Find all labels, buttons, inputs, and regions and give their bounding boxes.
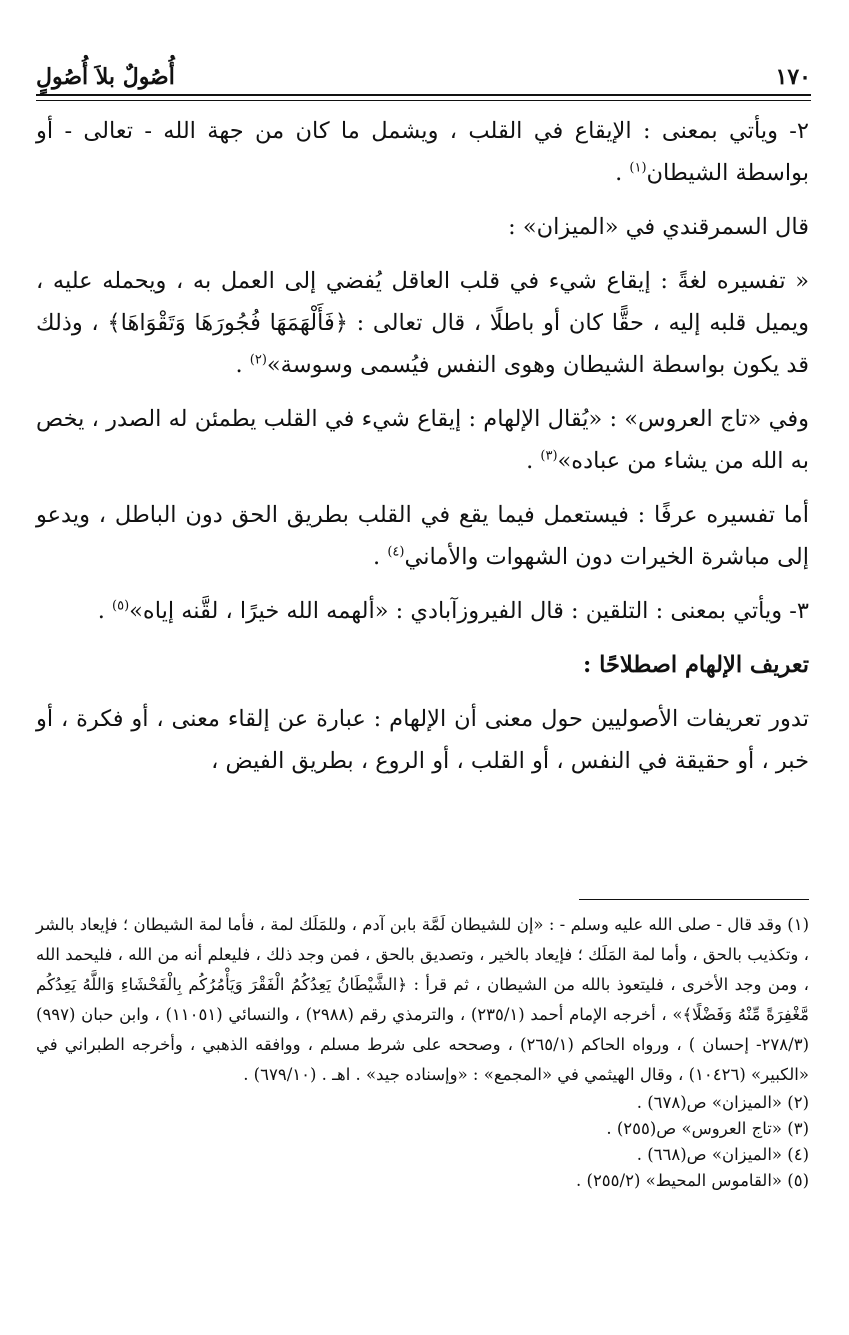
footnote-ref: (٤): [387, 544, 405, 560]
paragraph-samarqandi: قال السمرقندي في «الميزان» :: [508, 214, 809, 240]
footnote-ref: (٥): [112, 598, 130, 614]
footnote-5: (٥) «القاموس المحيط» (٢٥٥/٢) .: [576, 1171, 809, 1190]
footnote-ref: (١): [629, 160, 647, 176]
main-text: [36, 110, 809, 794]
footnote-ref: (٢): [249, 352, 267, 368]
footnote-ref: (٣): [540, 448, 558, 464]
footnote-separator: [579, 899, 809, 900]
footnote-3: (٣) «تاج العروس» ص(٢٥٥) .: [606, 1119, 809, 1138]
section-heading: تعريف الإلهام اصطلاحًا :: [583, 652, 809, 678]
paragraph-quote-mizan: « تفسيره لغةً : إيقاع شيء في قلب العاقل يُفضي إلى العمل به ، ويحمله عليه ، ويميل قلبه إليه ، حقًّا كان أو باطلًا ، قال تعالى : ﴿فَأَلْهَمَهَا فُجُورَهَا وَتَقْوَاهَا﴾ ، وذلك قد يكون بواسطة الشيطان وهوى النفس فيُسمى وسوسة»$^{(٢)}$ .: [36, 268, 809, 378]
paragraph-meaning-2: ٢- ويأتي بمعنى : الإيقاع في القلب ، ويشمل ما كان من جهة الله - تعالى - أو بواسطة الشيطان$^{(١)}$ .: [36, 118, 809, 186]
running-title: أُصُولٌ بلاَ أُصُولٍ: [36, 64, 175, 90]
footnote-2: (٢) «الميزان» ص(٦٧٨) .: [636, 1093, 809, 1112]
header-rule-thick: [36, 94, 811, 96]
footnote-4: (٤) «الميزان» ص(٦٦٨) .: [636, 1145, 809, 1164]
paragraph-meaning-3: ٣- ويأتي بمعنى : التلقين : قال الفيروزآبادي : «ألهمه الله خيرًا ، لقَّنه إياه»$^{(٥)}$ .: [97, 598, 809, 624]
page-number: ١٧٠: [775, 64, 811, 90]
paragraph-taj-al-arus: وفي «تاج العروس» : «يُقال الإلهام : إيقاع شيء في القلب يطمئن له الصدر ، يخص به الله من يشاء من عباده»$^{(٣)}$ .: [36, 406, 809, 474]
footnote-1: (١) وقد قال - صلى الله عليه وسلم - : «إن للشيطان لَمَّة بابن آدم ، وللمَلَك لمة ، فأما لمة الشيطان ؛ فإيعاد بالشر ، وتكذيب بالحق ، وأما لمة المَلَك ؛ فإيعاد بالخير ، وتصديق بالحق ، فمن وجد ذلك ، فليعلم أنه من الله ، فليحمد الله ، ومن وجد الأخرى ، فليتعوذ بالله من الشيطان ، ثم قرأ : ﴿الشَّيْطَانُ يَعِدُكُمُ الْفَقْرَ وَيَأْمُرُكُم بِالْفَحْشَاءِ وَاللَّهُ يَعِدُكُم مَّغْفِرَةً مِّنْهُ وَفَضْلًا﴾» ، أخرجه الإمام أحمد (٢٣٥/١) ، والترمذي رقم (٢٩٨٨) ، والنسائي (١١٠٥١) ، وابن حبان (٩٩٧) (٢٧٨/٣- إحسان ) ، ورواه الحاكم (٢٦٥/١) ، وصححه على شرط مسلم ، ووافقه الذهبي ، وأخرجه الطبراني في «الكبير» (١٠٤٢٦) ، وقال الهيثمي في «المجمع» : «وإسناده جيد» . اهـ . (٦٧٩/١٠) .: [36, 915, 810, 1084]
paragraph-definition: تدور تعريفات الأصوليين حول معنى أن الإلهام : عبارة عن إلقاء معنى ، أو فكرة ، أو خبر ، أو حقيقة في النفس ، أو القلب ، أو الروع ، بطريق الفيض ،: [36, 706, 809, 774]
paragraph-urf: أما تفسيره عرفًا : فيستعمل فيما يقع في القلب بطريق الحق دون الباطل ، ويدعو إلى مباشرة الخيرات دون الشهوات والأماني$^{(٤)}$ .: [36, 502, 809, 570]
header-rule-thin: [36, 100, 811, 101]
footnotes: [36, 910, 809, 1194]
page-header: [36, 48, 811, 90]
